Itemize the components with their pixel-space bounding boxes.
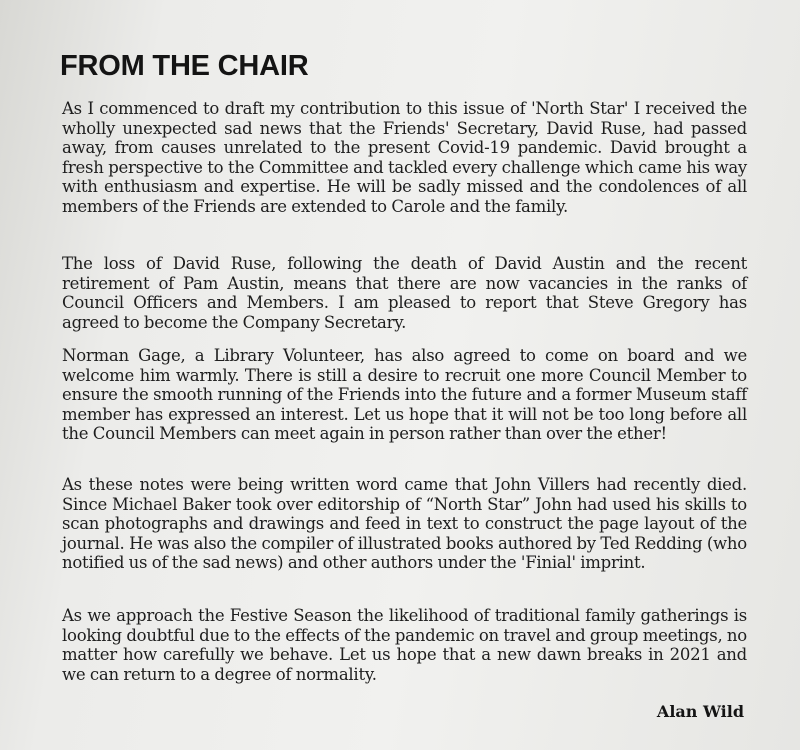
paragraph-2: The loss of David Ruse, following the death of David Austin and the recent retirement of Pam Austin, means that there are now vacancies in the ranks of Council Officers and Members. I am pleased to report that Steve Gregory has agreed to become the Company Secretary. xyxy=(62,254,747,332)
paragraph-1: As I commenced to draft my contribution to this issue of 'North Star' I received the wholly unexpected sad news that the Friends' Secretary, David Ruse, had passed away, from causes unrelated to the present Covid-19 pandemic. David brought a fresh perspective to the Committee and tackled every challenge which came his way with enthusiasm and expertise. He will be sadly missed and the condolences of all members of the Friends are extended to Carole and the family. xyxy=(62,99,747,216)
page-title: FROM THE CHAIR xyxy=(60,50,309,82)
paragraph-3: Norman Gage, a Library Volunteer, has also agreed to come on board and we welcome him warmly. There is still a desire to recruit one more Council Member to ensure the smooth running of the Friends into the future and a former Museum staff member has expressed an interest. Let us hope that it will not be too long before all the Council Members can meet again in person rather than over the ether! xyxy=(62,346,747,443)
paragraph-4: As these notes were being written word came that John Villers had recently died. Since Michael Baker took over editorship of “North Star” John had used his skills to scan photographs and drawings and feed in text to construct the page layout of the journal. He was also the compiler of illustrated books authored by Ted Redding (who notified us of the sad news) and other authors under the 'Finial' imprint. xyxy=(62,475,747,572)
author-signature: Alan Wild xyxy=(656,702,744,721)
paragraph-5: As we approach the Festive Season the likelihood of traditional family gatherings is looking doubtful due to the effects of the pandemic on travel and group meetings, no matter how carefully we behave. Let us hope that a new dawn breaks in 2021 and we can return to a degree of normality. xyxy=(62,606,747,684)
